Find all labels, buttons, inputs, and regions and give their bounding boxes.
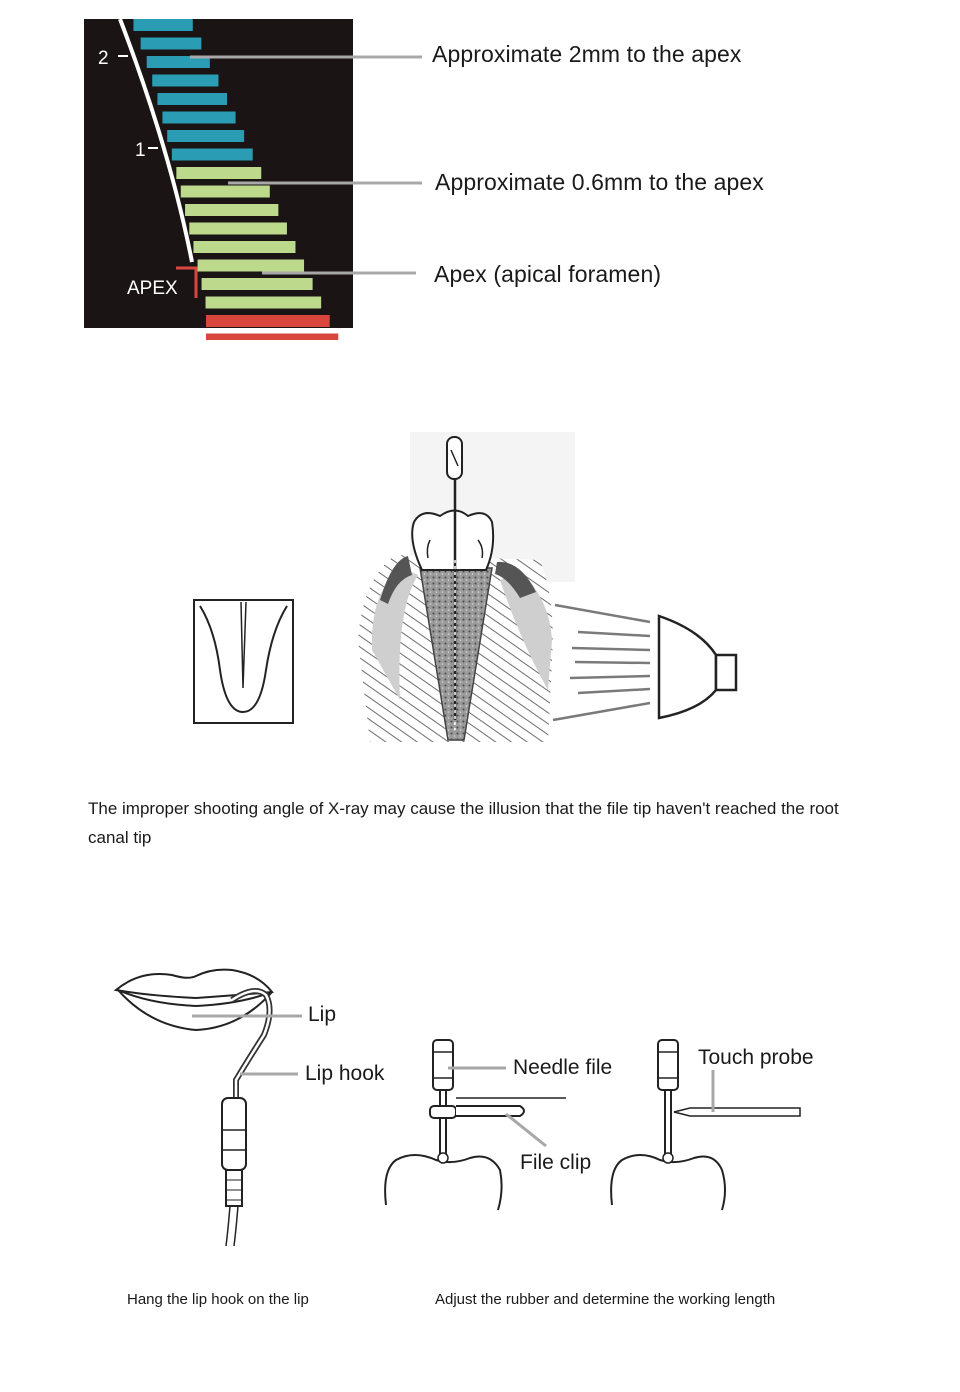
hook-connector — [222, 1098, 246, 1170]
label-lip-hook: Lip hook — [305, 1062, 385, 1085]
touch-probe-tip — [674, 1108, 800, 1116]
xray-caption: The improper shooting angle of X-ray may cause the illusion that the file tip haven't reached the root canal tip — [88, 799, 839, 847]
label-file-clip: File clip — [520, 1151, 592, 1174]
callout-0-6mm: Approximate 0.6mm to the apex — [435, 169, 764, 195]
needle-file-handle — [433, 1040, 453, 1090]
file-clip-body — [456, 1106, 524, 1116]
apex-label: APEX — [127, 278, 178, 299]
tooth-2-contact — [663, 1153, 673, 1163]
label-touch-probe: Touch probe — [698, 1046, 814, 1069]
label-needle-file: Needle file — [513, 1056, 613, 1079]
scale-mark-2: 2 — [98, 48, 109, 69]
callout-2mm: Approximate 2mm to the apex — [432, 41, 742, 67]
scale-mark-1: 1 — [135, 140, 146, 161]
tooth-1-contact — [438, 1153, 448, 1163]
label-lip: Lip — [308, 1003, 337, 1026]
leader-file-clip — [506, 1114, 546, 1146]
hook-plug — [226, 1170, 242, 1206]
lip-hook-caption: Hang the lip hook on the lip — [127, 1291, 309, 1308]
probe-file-handle — [658, 1040, 678, 1090]
callout-apex: Apex (apical foramen) — [434, 261, 662, 287]
rubber-stop — [430, 1106, 456, 1118]
working-length-caption: Adjust the rubber and determine the working length — [435, 1291, 776, 1308]
hook-cable — [226, 1206, 238, 1246]
